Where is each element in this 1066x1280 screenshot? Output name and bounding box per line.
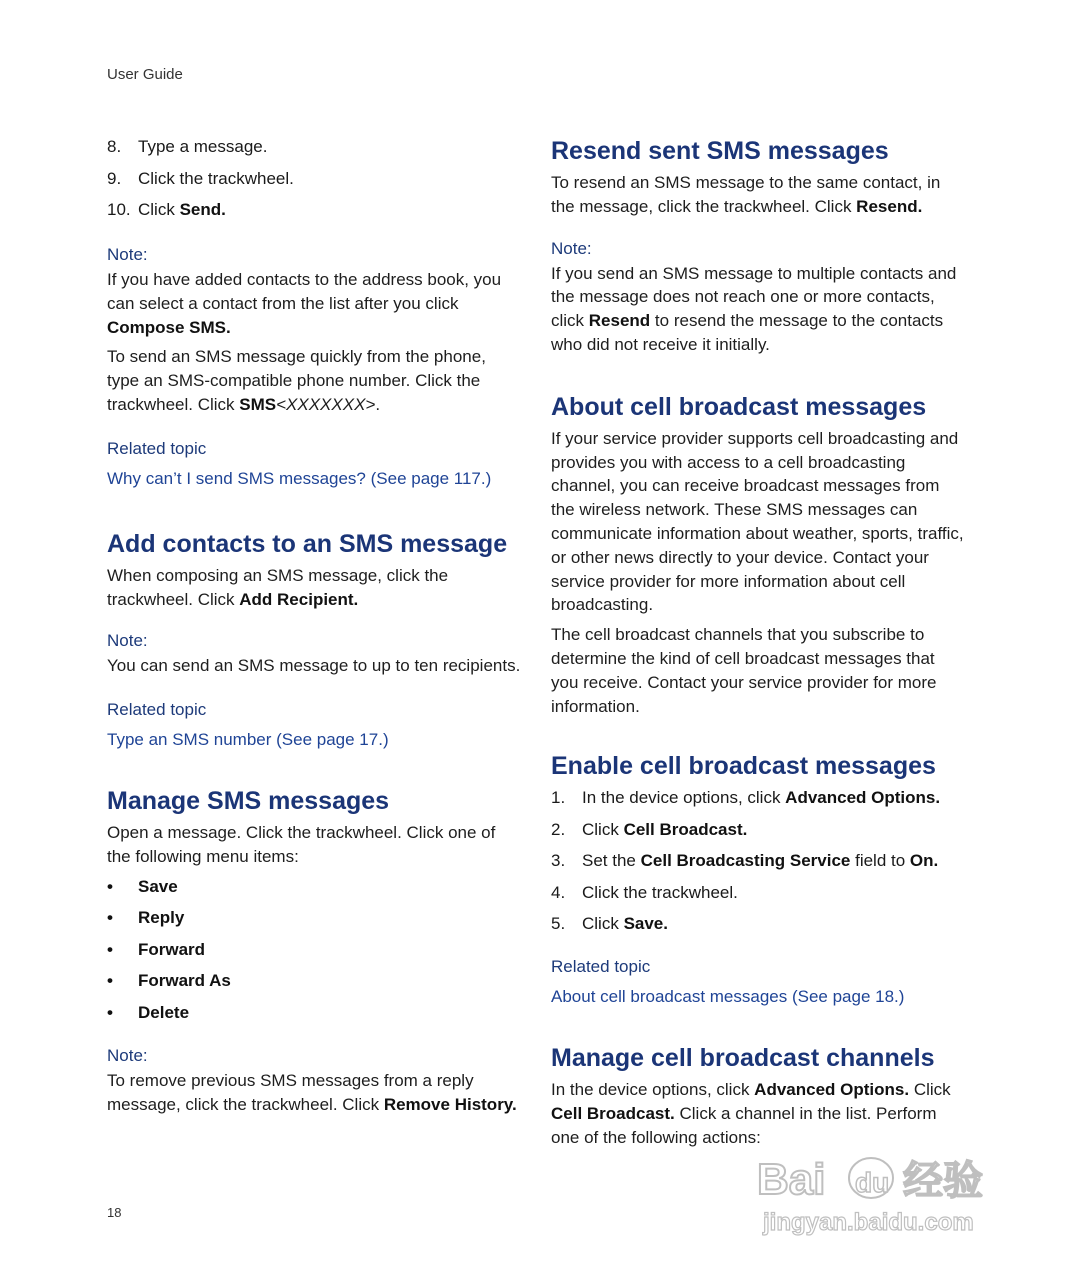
baidu-jingyan-watermark <box>755 1148 1005 1238</box>
note-label: Note: <box>107 1045 148 1065</box>
paragraph: If your service provider supports cell broadcasting and provides you with access to a cell broadcasting channel, you can receive broadcast messages from the wireless network. These SMS messages can communicate information about weather, sports, traffic, or other news directly to your device. Contact your service provider for more information about cell broadcasting. <box>551 428 964 615</box>
note-text: You can send an SMS message to up to ten recipients. <box>107 656 521 676</box>
paragraph: In the device options, click Advanced Options. Click Cell Broadcast. Click a channel in the list. Perform one of the following actions: <box>551 1080 951 1147</box>
note-label: Note: <box>551 238 592 258</box>
paragraph: Open a message. Click the trackwheel. Click one of the following menu items: <box>107 823 496 866</box>
page-number: 18 <box>107 1205 122 1220</box>
list-item: 10. Click Send. <box>107 200 226 219</box>
list-item: 1. In the device options, click Advanced Options. <box>551 788 941 808</box>
list-item: • Reply <box>107 908 185 928</box>
note-text: To remove previous SMS messages from a reply message, click the trackwheel. Click Remove History. <box>107 1070 517 1114</box>
list-item: • Forward <box>107 939 206 959</box>
right-column <box>551 135 966 1156</box>
section-heading: Manage cell broadcast channels <box>551 1044 935 1073</box>
list-item: 4. Click the trackwheel. <box>551 882 738 902</box>
paragraph: To send an SMS message quickly from the phone, type an SMS-compatible phone number. Click the trackwheel. Click SMS<XXXXXXX>. <box>107 347 486 414</box>
list-item: • Delete <box>107 1002 190 1022</box>
related-topic-label: Related topic <box>107 438 207 458</box>
related-topic-link[interactable]: Why can’t I send SMS messages? (See page 117.) <box>107 468 492 488</box>
list-item: 3. Set the Cell Broadcasting Service field to On. <box>551 851 939 871</box>
paragraph: When composing an SMS message, click the trackwheel. Click Add Recipient. <box>107 565 449 609</box>
watermark-brand-2: du <box>855 1167 890 1198</box>
note-label: Note: <box>107 245 148 264</box>
paragraph: To resend an SMS message to the same contact, in the message, click the trackwheel. Click Resend. <box>551 173 941 216</box>
list-item: 8. Type a message. <box>107 137 268 156</box>
note-text: If you have added contacts to the address book, you can select a contact from the list after you click Compose SMS. <box>107 270 502 337</box>
section-heading: Enable cell broadcast messages <box>551 752 936 781</box>
list-item: 9. Click the trackwheel. <box>107 168 294 188</box>
section-heading: Add contacts to an SMS message <box>107 529 508 558</box>
enable-steps-list <box>551 786 966 935</box>
section-heading: About cell broadcast messages <box>551 392 927 421</box>
related-topic-label: Related topic <box>551 957 651 977</box>
menu-items-list <box>107 875 522 1024</box>
related-topic-label: Related topic <box>107 700 207 720</box>
left-column <box>107 135 522 1122</box>
list-item: • Save <box>107 876 178 896</box>
note-text: If you send an SMS message to multiple contacts and the message does not reach one or more contacts, click Resend to resend the message to the contacts who did not receive it initially. <box>551 263 957 354</box>
related-topic-link[interactable]: Type an SMS number (See page 17.) <box>107 730 389 750</box>
running-header: User Guide <box>107 66 183 83</box>
related-topic-link[interactable]: About cell broadcast messages (See page 18.) <box>551 987 905 1007</box>
section-heading: Resend sent SMS messages <box>551 137 889 165</box>
watermark-cn: 经验 <box>903 1158 983 1204</box>
watermark-brand: Bai <box>757 1155 826 1204</box>
send-steps-list <box>107 135 522 221</box>
list-item: 2. Click Cell Broadcast. <box>551 819 748 839</box>
list-item: 5. Click Save. <box>551 914 668 934</box>
section-heading: Manage SMS messages <box>107 787 390 816</box>
paragraph: The cell broadcast channels that you subscribe to determine the kind of cell broadcast messages that you receive. Contact your service provider for more information. <box>551 625 937 716</box>
list-item: • Forward As <box>107 971 231 991</box>
watermark-url: jingyan.baidu.com <box>763 1209 974 1236</box>
note-label: Note: <box>107 631 148 651</box>
